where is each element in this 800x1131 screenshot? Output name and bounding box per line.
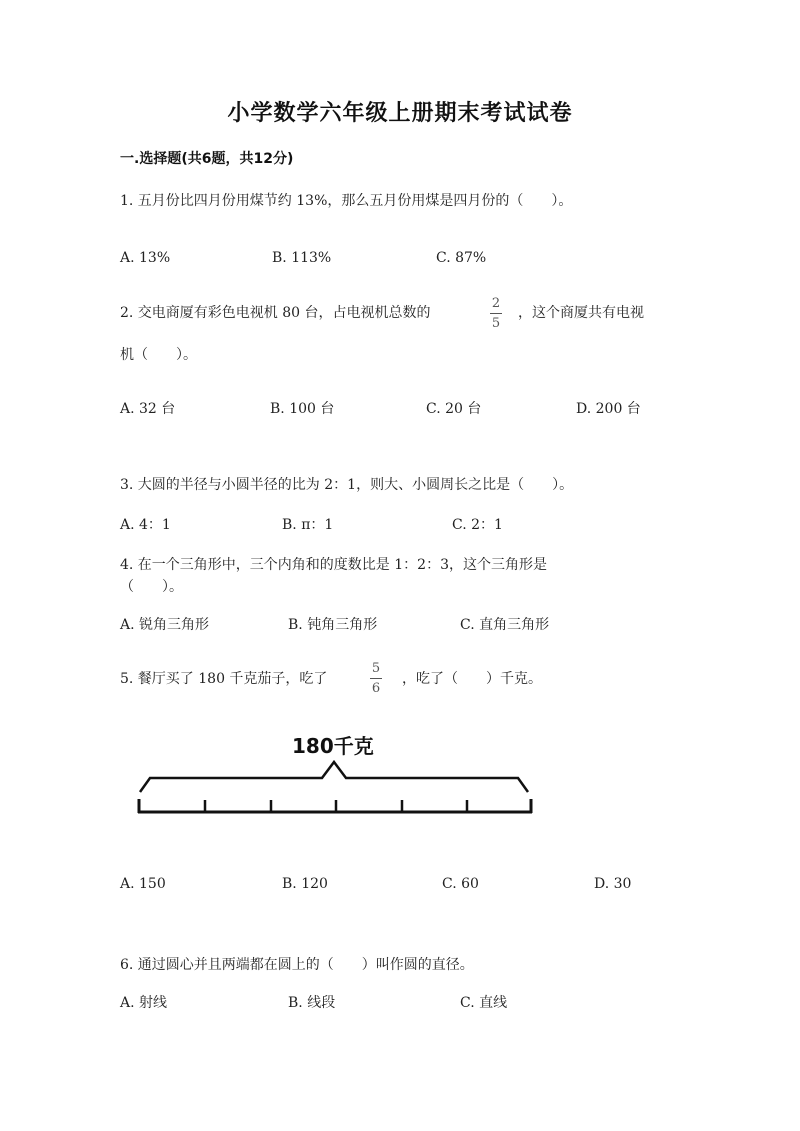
question-5-option-c[interactable]: C. 60 (442, 876, 479, 892)
question-1-option-c[interactable]: C. 87% (436, 250, 487, 266)
question-4-option-b[interactable]: B. 钝角三角形 (288, 617, 378, 633)
question-6-text: 6. 通过圆心并且两端都在圆上的（ ）叫作圆的直径。 (120, 957, 474, 973)
fraction-denominator: 6 (371, 681, 381, 696)
section-heading: 一.选择题(共6题，共12分) (120, 151, 294, 167)
diagram-brace (140, 762, 528, 792)
fraction-numerator: 2 (491, 296, 501, 311)
diagram-total-label: 180千克 (292, 734, 374, 758)
question-2-text-line2: 机（ ）。 (120, 347, 197, 363)
page-title: 小学数学六年级上册期末考试试卷 (227, 101, 573, 126)
question-6-option-a[interactable]: A. 射线 (120, 995, 168, 1011)
question-2-option-d[interactable]: D. 200 台 (576, 401, 641, 417)
question-1-text: 1. 五月份比四月份用煤节约 13%，那么五月份用煤是四月份的（ ）。 (120, 193, 573, 209)
fraction-numerator: 5 (371, 661, 381, 676)
question-1-option-b[interactable]: B. 113% (272, 250, 332, 266)
question-5-option-a[interactable]: A. 150 (120, 876, 166, 892)
question-2-text: 2. 交电商厦有彩色电视机 80 台，占电视机总数的 (120, 305, 431, 321)
question-4-option-a[interactable]: A. 锐角三角形 (120, 617, 210, 633)
question-3-option-a[interactable]: A. 4：1 (120, 517, 171, 533)
question-5-text: 5. 餐厅买了 180 千克茄子，吃了 (120, 671, 328, 687)
question-6-option-c[interactable]: C. 直线 (460, 995, 508, 1011)
question-2-option-a[interactable]: A. 32 台 (120, 401, 176, 417)
question-6-option-b[interactable]: B. 线段 (288, 995, 336, 1011)
fraction-denominator: 5 (491, 316, 501, 331)
question-3-text: 3. 大圆的半径与小圆半径的比为 2：1，则大、小圆周长之比是（ ）。 (120, 477, 574, 493)
question-4-text: 4. 在一个三角形中，三个内角和的度数比是 1：2：3，这个三角形是 (120, 557, 547, 573)
question-4-text-line2: （ ）。 (120, 579, 183, 595)
question-3-option-c[interactable]: C. 2：1 (452, 517, 503, 533)
question-2-option-b[interactable]: B. 100 台 (270, 401, 335, 417)
question-5-option-b[interactable]: B. 120 (282, 876, 328, 892)
question-2-option-c[interactable]: C. 20 台 (426, 401, 482, 417)
question-2-text-continued: ，这个商厦共有电视 (518, 305, 644, 321)
question-4-option-c[interactable]: C. 直角三角形 (460, 617, 550, 633)
question-5-text-continued: ，吃了（ ）千克。 (402, 671, 542, 687)
question-1-option-a[interactable]: A. 13% (120, 250, 171, 266)
question-3-option-b[interactable]: B. π：1 (282, 517, 334, 533)
question-5-option-d[interactable]: D. 30 (594, 876, 632, 892)
